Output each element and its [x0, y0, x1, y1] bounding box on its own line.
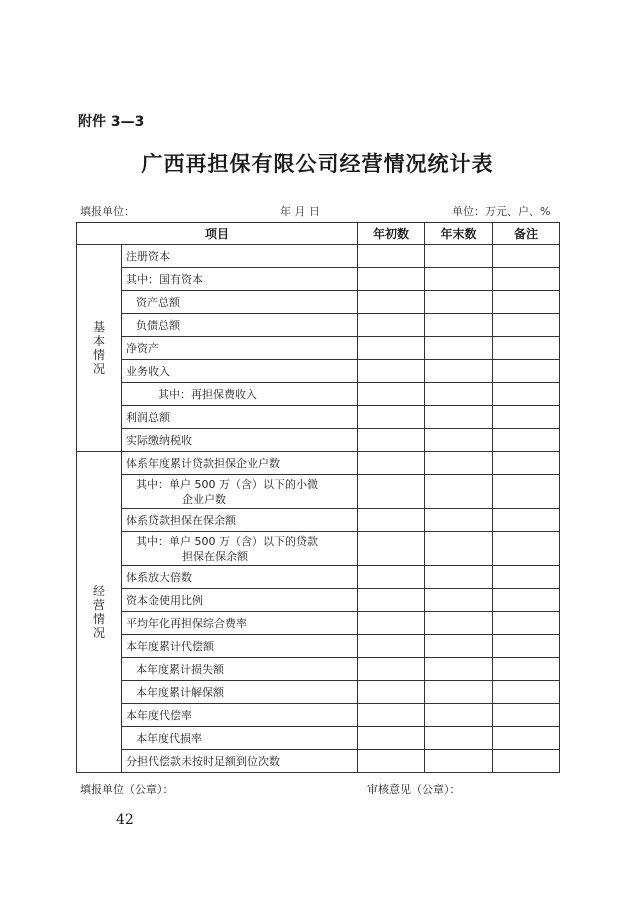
end-of-year-cell: [425, 704, 493, 727]
start-of-year-cell: [358, 681, 425, 704]
end-of-year-cell: [425, 658, 493, 681]
end-of-year-cell: [425, 268, 493, 291]
end-of-year-cell: [425, 532, 493, 566]
start-of-year-cell: [358, 589, 425, 612]
item-label: 资本金使用比例: [126, 593, 203, 607]
end-of-year-cell: [425, 612, 493, 635]
item-cell: [122, 291, 358, 314]
table-row: [77, 314, 560, 337]
remarks-cell: [493, 509, 560, 532]
start-of-year-cell: [358, 612, 425, 635]
header-remarks: 备注: [493, 223, 560, 245]
end-of-year-cell: [425, 360, 493, 383]
start-of-year-cell: [358, 429, 425, 452]
start-of-year-cell: [358, 268, 425, 291]
table-body: [77, 245, 560, 773]
start-of-year-cell: [358, 635, 425, 658]
page-number: 42: [116, 812, 134, 828]
table-row: [77, 635, 560, 658]
table-row: [77, 429, 560, 452]
item-label: 体系年度累计贷款担保企业户数: [126, 456, 280, 470]
table-row: [77, 658, 560, 681]
start-of-year-cell: [358, 314, 425, 337]
item-label: 平均年化再担保综合费率: [126, 616, 247, 630]
remarks-cell: [493, 532, 560, 566]
item-label: 负债总额: [136, 318, 180, 332]
start-of-year-cell: [358, 291, 425, 314]
remarks-cell: [493, 681, 560, 704]
start-of-year-cell: [358, 658, 425, 681]
table-row: [77, 360, 560, 383]
table-row: [77, 704, 560, 727]
remarks-cell: [493, 612, 560, 635]
table-row: [77, 383, 560, 406]
item-label: 担保在保余额: [182, 549, 248, 563]
item-label: 净资产: [126, 341, 159, 355]
item-cell: [122, 750, 358, 773]
table-row: [77, 532, 560, 566]
header-item: 项目: [77, 223, 358, 245]
end-of-year-cell: [425, 383, 493, 406]
item-label: 分担代偿款未按时足额到位次数: [126, 754, 280, 768]
start-of-year-cell: [358, 245, 425, 268]
item-cell: [122, 452, 358, 475]
category-cell: [77, 245, 122, 452]
table-row: [77, 566, 560, 589]
end-of-year-cell: [425, 429, 493, 452]
start-of-year-cell: [358, 727, 425, 750]
end-of-year-cell: [425, 314, 493, 337]
item-label: 本年度代损率: [136, 731, 202, 745]
item-label: 其中：单户 500 万（含）以下的贷款: [136, 534, 318, 548]
end-of-year-cell: [425, 291, 493, 314]
table-row: [77, 452, 560, 475]
item-cell: [122, 704, 358, 727]
end-of-year-cell: [425, 509, 493, 532]
table-row: [77, 681, 560, 704]
item-label: 实际缴纳税收: [126, 433, 192, 447]
end-of-year-cell: [425, 475, 493, 509]
item-label: 利润总额: [126, 410, 170, 424]
start-of-year-cell: [358, 337, 425, 360]
end-of-year-cell: [425, 635, 493, 658]
table-row: [77, 291, 560, 314]
table-row: [77, 727, 560, 750]
item-label: 体系放大倍数: [126, 570, 192, 584]
table-row: [77, 475, 560, 509]
item-cell: [122, 532, 358, 566]
table-row: [77, 612, 560, 635]
end-of-year-cell: [425, 589, 493, 612]
header-start-of-year: 年初数: [358, 223, 425, 245]
category-label: 经营情况: [92, 584, 105, 640]
start-of-year-cell: [358, 704, 425, 727]
item-cell: [122, 268, 358, 291]
footer-unit-seal-label: 填报单位（公章）：: [80, 783, 174, 796]
start-of-year-cell: [358, 475, 425, 509]
item-cell: [122, 245, 358, 268]
item-label: 其中：再担保费收入: [158, 387, 257, 401]
item-label: 本年度累计解保额: [136, 685, 224, 699]
page-title: 广西再担保有限公司经营情况统计表: [141, 151, 494, 176]
item-label: 其中：国有资本: [126, 272, 203, 286]
table-row: [77, 245, 560, 268]
item-cell: [122, 475, 358, 509]
item-cell: [122, 383, 358, 406]
item-label: 体系贷款担保在保余额: [126, 513, 236, 527]
remarks-cell: [493, 245, 560, 268]
remarks-cell: [493, 658, 560, 681]
table-row: [77, 589, 560, 612]
remarks-cell: [493, 727, 560, 750]
remarks-cell: [493, 635, 560, 658]
table-row: [77, 337, 560, 360]
reporting-unit-label: 填报单位：: [80, 205, 135, 218]
footer-review-seal-label: 审核意见（公章）：: [367, 783, 461, 796]
remarks-cell: [493, 750, 560, 773]
item-cell: [122, 681, 358, 704]
remarks-cell: [493, 268, 560, 291]
table-row: [77, 406, 560, 429]
item-label: 其中：单户 500 万（含）以下的小微: [136, 477, 318, 491]
item-label: 企业户数: [182, 492, 226, 506]
item-label: 本年度累计损失额: [136, 662, 224, 676]
statistics-table: [76, 222, 560, 773]
item-cell: [122, 429, 358, 452]
end-of-year-cell: [425, 452, 493, 475]
remarks-cell: [493, 383, 560, 406]
header-end-of-year: 年末数: [425, 223, 493, 245]
start-of-year-cell: [358, 750, 425, 773]
start-of-year-cell: [358, 406, 425, 429]
item-cell: [122, 727, 358, 750]
remarks-cell: [493, 704, 560, 727]
item-cell: [122, 314, 358, 337]
item-cell: [122, 658, 358, 681]
end-of-year-cell: [425, 245, 493, 268]
date-label: 年 月 日: [280, 205, 320, 218]
table-row: [77, 268, 560, 291]
measurement-unit-label: 单位：万元、户、%: [452, 205, 551, 218]
table-header-row: [77, 223, 560, 245]
remarks-cell: [493, 452, 560, 475]
item-cell: [122, 360, 358, 383]
item-cell: [122, 406, 358, 429]
item-cell: [122, 337, 358, 360]
item-label: 本年度代偿率: [126, 708, 192, 722]
remarks-cell: [493, 589, 560, 612]
item-label: 注册资本: [126, 249, 170, 263]
table-row: [77, 509, 560, 532]
remarks-cell: [493, 429, 560, 452]
attachment-label: 附件 3—3: [78, 114, 145, 130]
remarks-cell: [493, 566, 560, 589]
end-of-year-cell: [425, 406, 493, 429]
start-of-year-cell: [358, 509, 425, 532]
remarks-cell: [493, 314, 560, 337]
remarks-cell: [493, 337, 560, 360]
item-label: 资产总额: [136, 295, 180, 309]
end-of-year-cell: [425, 750, 493, 773]
start-of-year-cell: [358, 383, 425, 406]
item-cell: [122, 635, 358, 658]
item-cell: [122, 612, 358, 635]
end-of-year-cell: [425, 727, 493, 750]
start-of-year-cell: [358, 452, 425, 475]
start-of-year-cell: [358, 566, 425, 589]
item-cell: [122, 509, 358, 532]
start-of-year-cell: [358, 360, 425, 383]
remarks-cell: [493, 360, 560, 383]
table-row: [77, 750, 560, 773]
start-of-year-cell: [358, 532, 425, 566]
item-label: 本年度累计代偿额: [126, 639, 214, 653]
remarks-cell: [493, 406, 560, 429]
category-label: 基本情况: [92, 320, 105, 376]
category-cell: [77, 452, 122, 773]
item-cell: [122, 566, 358, 589]
end-of-year-cell: [425, 566, 493, 589]
item-cell: [122, 589, 358, 612]
remarks-cell: [493, 291, 560, 314]
remarks-cell: [493, 475, 560, 509]
end-of-year-cell: [425, 681, 493, 704]
item-label: 业务收入: [126, 364, 170, 378]
end-of-year-cell: [425, 337, 493, 360]
